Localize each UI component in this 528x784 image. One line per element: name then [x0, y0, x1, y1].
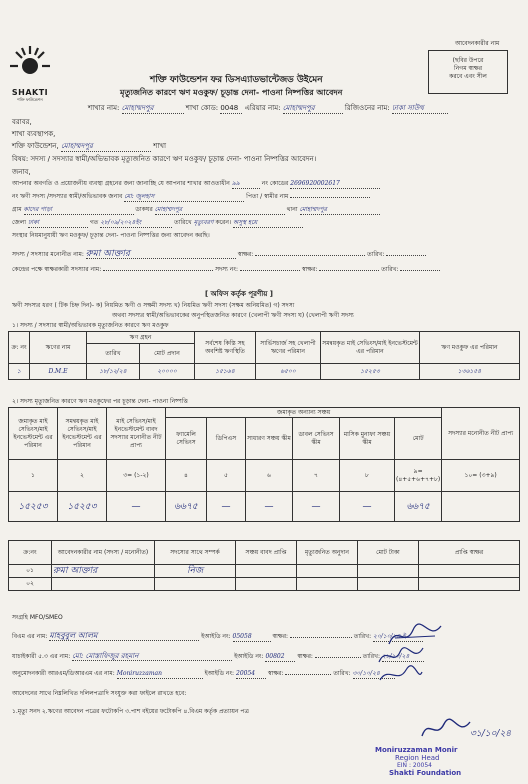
- t2-c4: ৬৬৭৫: [166, 492, 207, 522]
- bm-date-label: তারিখ:: [353, 633, 372, 640]
- table-row: [9, 492, 520, 522]
- samity-label: নং কোডের: [261, 180, 289, 187]
- am-id: 00802: [265, 653, 295, 662]
- t2-idx-c4: ৪: [166, 460, 207, 492]
- t3-header-save: সঞ্চয় বাবদ প্রাপ্তি: [236, 541, 297, 565]
- center-sign-label: স্বাক্ষর:: [301, 266, 318, 273]
- rm-id: 20054: [236, 670, 266, 679]
- am-sign-label: স্বাক্ষর:: [297, 653, 313, 660]
- t2-idx-c6: ৬: [246, 460, 293, 492]
- t3-header-grant: মৃত্যুজনিত অনুদান: [297, 541, 358, 565]
- t1-header-date: তারিখ: [87, 344, 140, 364]
- rm-signature-scribble: [376, 664, 426, 686]
- region-label: রিজিওনের নাম:: [344, 104, 390, 112]
- bm-sign: [290, 637, 352, 638]
- body-line5: সংস্থার নিয়মানুযায়ী ঋণ মওকুফ/ চূড়ান্ত দেনা- পাওনা নিষ্পত্তির জন্য আবেদন করছি।: [12, 232, 210, 239]
- t2-header-c8: মাসিক মুনাফা সঞ্চয় স্কীম: [340, 418, 395, 460]
- mfo-label: সংগ্রহি MFO/SMEO: [12, 614, 63, 621]
- t1-total: ২০০০০: [140, 364, 195, 380]
- center-sign: [319, 270, 379, 271]
- t2-header-c5: ডিপিএস: [207, 418, 246, 460]
- shakti-logo-icon: [8, 44, 52, 84]
- center-label: কেন্দ্রের পক্ষে স্বাক্ষরকারী সদস্যার নাম:: [12, 266, 102, 273]
- stamp-org: Shakti Foundation: [389, 769, 462, 777]
- thana-label: থানা: [286, 206, 298, 213]
- t3-grant: [297, 578, 358, 591]
- address-org: শক্তি ফাউন্ডেশন,: [12, 142, 59, 150]
- t2-c9: ৬৬৭৫: [395, 492, 442, 522]
- t2-c1: ১৫২৫৩: [9, 492, 58, 522]
- member-name: মো: জুলহাস: [124, 193, 244, 202]
- t3-header-sign: প্রাপ্তি স্বাক্ষর: [419, 541, 520, 565]
- rm-label: অনুমোদনকারী আরএম/ডিআরএম এর নাম:: [12, 670, 115, 677]
- table-row: [9, 364, 520, 380]
- borrower-type: ঋণী সদস্যর ধরণ ( টিক চিহ্ন দিন)- ক) নিয়মিত ঋণী ও সক্ষমী সদস্য খ) নিয়মিত ঋণী সদস্য (সক্ষম অনিয়মিত) গ) সদস্য: [12, 302, 295, 309]
- stamp-eid: EIN : 20054: [397, 762, 432, 769]
- branch-value: মোহাম্মদপুর: [122, 104, 184, 114]
- nominee-label: সদস্য / সদস্যার মনোনীত নাম:: [12, 251, 84, 258]
- death-value: মৃত্যুবরণ: [193, 219, 214, 226]
- bm-label: বিএম এর নাম:: [12, 633, 48, 640]
- t1-header-last: সার্ভিসচার্জ সহ খেলাপী ঋণের পরিমান: [256, 332, 321, 364]
- nominee-date-label: তারিখ:: [367, 251, 385, 258]
- sig-box-line3: করবে এবং সীল: [449, 73, 487, 80]
- village-label: গ্রাম: [12, 206, 22, 213]
- logo-subtext: শক্তি ফাউন্ডেশন: [17, 97, 43, 102]
- t3-header-rel: সদস্যের সাথে সম্পর্ক: [155, 541, 236, 565]
- t2-header-c7: ডাবল সেভিংস স্কীম: [293, 418, 340, 460]
- rm-sign: [285, 674, 331, 675]
- t2-header-c9: মোট: [395, 418, 442, 460]
- thana-value: মোহাম্মদপুর: [300, 206, 380, 215]
- t1-date: ১৮/১২/২৪: [87, 364, 140, 380]
- final-signature-date: ৩১/১০/২৪: [470, 729, 512, 739]
- t3-sl: ০২: [9, 578, 52, 591]
- t2-idx-c5: ৫: [207, 460, 246, 492]
- body-line4: [12, 219, 303, 228]
- bm-sign-label: স্বাক্ষর:: [272, 633, 289, 640]
- t3-header-name: আবেদনকারীর নাম (সদস্য / মনোনীত): [52, 541, 155, 565]
- am-date: ২৮/১০/২৪: [382, 653, 424, 662]
- attachments-label: আবেদনের সাথে নিম্নলিখিত দলিলপত্রাদি সংযুক্ত করা ফাইলে রাখতে হবে:: [12, 690, 187, 697]
- t2-header-c10: সদস্যার মনোনীত নীট প্রাপ্য: [442, 408, 520, 460]
- am-id-label: ইআইডি নং:: [234, 653, 264, 660]
- attachments-list: ১.মৃত্যু সনদ ২.ঋণের আবেদন পত্রের ফটোকপি ৩.পাশ বইয়ের ফটোকপি ৪.বিএম কর্তৃক প্রত্যায়ন পত্র: [12, 708, 249, 715]
- t2-header-c3: মাই সেভিংস/মাই ইনভেস্টমেন্ট বাবদ সদস্যার মনোনীত নীট প্রাপ্য: [107, 408, 166, 460]
- t1-header-waive: ঋণ মওকুফ এর পরিমান: [420, 332, 520, 364]
- nominee-sign-label: স্বাক্ষর:: [237, 251, 254, 258]
- borrower-type-2: অথবা সদস্যর স্বামী/অভিভাবকের অনুপস্থিতজনিত কারণে (খেলাপী ঋণী সদস্য ঘ) (খেলাপী ঋণী সদস্য: [112, 312, 354, 319]
- org-title: শক্তি ফাউন্ডেশন ফর ডিসএ্যাডভান্টেজড উইমেন: [150, 75, 323, 85]
- branch-row: [88, 104, 448, 114]
- death-date: ২৮/০৯/২০২৪ইং: [100, 219, 172, 228]
- am-line: [12, 652, 424, 662]
- am-label: যাচাইকারী ৫.৩ এর নাম:: [12, 653, 71, 660]
- center-date-label: তারিখ:: [381, 266, 399, 273]
- stamp-title: Region Head: [395, 754, 440, 762]
- nominee-line: [12, 250, 426, 259]
- bm-line: [12, 632, 423, 642]
- date-label: গত: [89, 219, 99, 226]
- t3-save: [236, 578, 297, 591]
- region-value: ঢাকা সাউথ: [392, 104, 448, 114]
- sig-box-line1: (ছবির উপরে: [452, 57, 484, 64]
- t1-header-loan: ঋণের নাম: [30, 332, 87, 364]
- rm-name: Moniruzzaman: [117, 670, 203, 679]
- t2-idx-c1: ১: [9, 460, 58, 492]
- rm-sign-label: স্বাক্ষর:: [267, 670, 284, 677]
- applicant-table: [8, 540, 520, 591]
- table-row: [9, 565, 520, 578]
- t2-idx-c2: ২: [58, 460, 107, 492]
- form-title: মৃত্যুজনিত কারণে ঋণ মওকুফ/ চূড়ান্ত দেনা- পাওনা নিষ্পত্তির আবেদন: [120, 88, 343, 97]
- t3-sign: [419, 578, 520, 591]
- am-name: মো: মোস্তাফিজুর রহমান: [72, 652, 232, 661]
- t1-loan: D.M.E: [30, 364, 87, 380]
- nominee-name: রুমা আক্তার: [86, 250, 236, 259]
- t2-idx-c7: ৭: [293, 460, 340, 492]
- rm-id-label: ইআইডি নং:: [204, 670, 235, 677]
- table-row: [9, 578, 520, 591]
- stamp-name: Moniruzzaman Monir: [375, 746, 458, 754]
- t3-rel: [155, 578, 236, 591]
- section1-title: ১। সদস্য / সদস্যার স্বামী/অভিভাবক মৃত্যুজনিত কারণে ঋণ মওকুফ: [12, 322, 169, 329]
- rm-date: ৩০/১০/২৪: [353, 670, 395, 679]
- t2-header-group: জমাকৃত অন্যান্য সঞ্চয়: [166, 408, 442, 418]
- district-value: ঢাকা: [28, 219, 88, 228]
- t2-header-c1: জমাকৃত মাই সেভিংস/মাই ইনভেস্টমেন্ট এর পরিমান: [9, 408, 58, 460]
- rm-date-label: তারিখ:: [333, 670, 351, 677]
- rm-line: [12, 670, 395, 679]
- t1-header-adj: সমন্বয়কৃত মাই সেভিংস/মাই ইনভেস্টমেন্ট এর পরিমান: [321, 332, 420, 364]
- t2-idx-c3: ৩= (১-২): [107, 460, 166, 492]
- center-member: [240, 270, 300, 271]
- t1-header-disb: ঋণ গ্রহন: [87, 332, 195, 344]
- center-name: [103, 270, 213, 271]
- subject-line: বিষয়: সদস্য / সদস্যার স্বামী/অভিভাবক মৃত্যুজনিত কারণে ঋণ মওকুফ/ চূড়ান্ত দেনা- পাওনা নিষ্পত্তির আবেদন।: [12, 155, 317, 163]
- date-suffix: তারিখে: [174, 219, 192, 226]
- t2-c10: [442, 492, 520, 522]
- center-member-label: সদস্য নং:: [215, 266, 238, 273]
- t3-header-total: মোট টাকা: [358, 541, 419, 565]
- t2-c6: —: [246, 492, 293, 522]
- body1-text: আপনার অবগতি ও প্রয়োজনীয় ব্যবস্থা গ্রহনের জন্য জানাচ্ছি যে আপনার শাখার আওতাধীন: [12, 180, 230, 187]
- top-right-label: আবেদনকারীর নাম: [455, 40, 500, 47]
- t1-last: ৬৫০০: [256, 364, 321, 380]
- t2-c2: ১৫২৫৩: [58, 492, 107, 522]
- t3-name: রুমা আক্তার: [52, 565, 155, 578]
- section2-title: ২। সদস্য মৃত্যুজনিত কারণে ঋণ মওকুফের পর চূড়ান্ত দেনা- পাওনা নিষ্পত্তি: [12, 398, 188, 405]
- center-line: [12, 266, 440, 274]
- bm-date: ২০/১০/২৪ ই: [373, 633, 423, 642]
- body-line2: [12, 193, 370, 202]
- t3-name: [52, 578, 155, 591]
- am-date-label: তারিখ:: [362, 653, 381, 660]
- t1-waive: ১৩৬১৫৪: [420, 364, 520, 380]
- final-signature-scribble: [418, 716, 474, 742]
- photo-signature-box: [428, 50, 508, 94]
- body-line3: [12, 206, 380, 215]
- post-label: ডাকঘর: [135, 206, 153, 213]
- settlement-table: [8, 407, 520, 522]
- center-date: [400, 270, 440, 271]
- death-cause: অসুস্থ হয়ে: [233, 219, 303, 228]
- nominee-date: [386, 255, 426, 256]
- office-heading: [ অফিস কর্তৃক পূরণীয় ]: [205, 290, 273, 298]
- t1-header-inst: সর্বশেষ কিস্তি সহ অবশিষ্ট ঋণস্থিতি: [195, 332, 256, 364]
- bm-id-label: ইআইডি নং:: [201, 633, 231, 640]
- samity-number: ৯৯: [232, 180, 260, 189]
- t2-header-c6: সাধারণ সঞ্চয় স্কীম: [246, 418, 293, 460]
- t3-sl: ০১: [9, 565, 52, 578]
- t3-rel: নিজ: [155, 565, 236, 578]
- branch-code-value: 0048: [220, 104, 242, 114]
- branch-label: শাখার নাম:: [88, 104, 120, 112]
- address-line2: [12, 142, 166, 152]
- t2-idx-c10: ১০= (৩+৯): [442, 460, 520, 492]
- t2-idx-c8: ৮: [340, 460, 395, 492]
- bm-id: 05058: [233, 633, 271, 642]
- father-label: পিতা / স্বামীর নাম: [246, 193, 289, 200]
- t1-inst: ১৫১৬৪: [195, 364, 256, 380]
- t2-c3: —: [107, 492, 166, 522]
- father-value: [290, 197, 370, 198]
- t1-header-total: মোট প্রদান: [140, 344, 195, 364]
- t2-header-c2: সমন্বয়কৃত মাই সেভিংস/মাই ইনভেস্টমেন্ট এর পরিমান: [58, 408, 107, 460]
- t3-total: [358, 578, 419, 591]
- logo-text: SHAKTI: [11, 88, 49, 97]
- body2-label: নং ঋণী সদস্য /সদস্যার স্বামী/অভিভাবক জনাব: [12, 193, 123, 200]
- shakti-logo: [8, 44, 52, 104]
- bm-name: মাহবুবুল আলম: [49, 632, 199, 641]
- t1-adj: ১৫২৫৩: [321, 364, 420, 380]
- area-value: মোহাম্মদপুর: [283, 104, 343, 114]
- post-value: মোহাম্মদপুর: [155, 206, 285, 215]
- area-label: এরিয়ার নাম:: [244, 104, 281, 112]
- t3-save: [236, 565, 297, 578]
- t3-sign: [419, 565, 520, 578]
- nominee-sign: [255, 255, 365, 256]
- region-head-stamp: [375, 746, 525, 784]
- t2-header-c4: ফ্যামেলি সেভিংস: [166, 418, 207, 460]
- district-label: জেলা: [12, 219, 27, 226]
- member-code: 2696920002617: [290, 180, 380, 189]
- death-suffix: করেন।: [215, 219, 232, 226]
- t3-total: [358, 565, 419, 578]
- address-line1: শাখা ব্যবস্থাপক,: [12, 130, 56, 138]
- greeting: জনাব,: [12, 168, 31, 176]
- t2-c8: —: [340, 492, 395, 522]
- t2-c5: —: [207, 492, 246, 522]
- body-line1: [12, 180, 380, 189]
- t3-grant: [297, 565, 358, 578]
- address-branch-value: মোহাম্মদপুর: [61, 142, 151, 152]
- village-value: কাদের পাড়া: [24, 206, 134, 215]
- table-row-index: [9, 460, 520, 492]
- sig-box-line2: নিগম স্বাক্ষর: [453, 65, 483, 72]
- waiver-table: [8, 331, 520, 380]
- t1-header-sl: ক্র: নং: [9, 332, 30, 364]
- branch-code-label: শাখা কোড:: [185, 104, 219, 112]
- address-branch-suffix: শাখা: [153, 142, 166, 150]
- t1-sl: ১: [9, 364, 30, 380]
- am-sign: [315, 657, 361, 658]
- t2-idx-c9: ৯= (৪+৫+৬+৭+৮): [395, 460, 442, 492]
- t3-header-sl: ক্র:নং: [9, 541, 52, 565]
- t2-c7: —: [293, 492, 340, 522]
- address-to: বরাবর,: [12, 118, 32, 126]
